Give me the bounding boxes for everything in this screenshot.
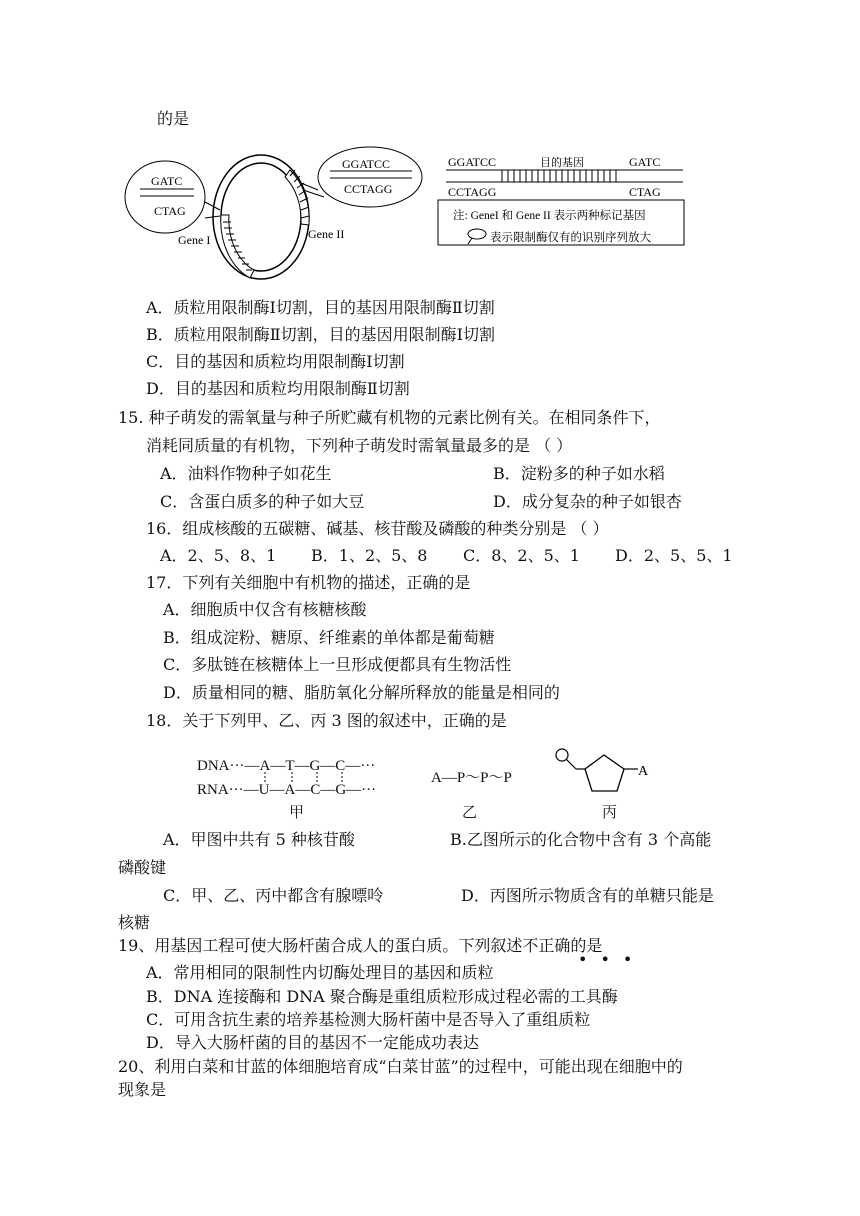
- q18-option-b: B.乙图所示的化合物中含有 3 个高能: [450, 830, 712, 849]
- q18-pairing-lines: [250, 772, 370, 784]
- gene2-label: Gene II: [308, 227, 345, 241]
- right-recognition-bubble: [318, 147, 422, 207]
- plasmid-figure: [120, 140, 820, 300]
- q15-option-a: A．油料作物种子如花生: [160, 464, 332, 483]
- q15-option-c: C．含蛋白质多的种子如大豆: [160, 492, 365, 511]
- q16-stem: 16．组成核酸的五碳糖、碱基、核苷酸及磷酸的种类分别是 （ ）: [146, 519, 609, 538]
- strand-left-top-seq: GGATCC: [448, 155, 497, 169]
- q19-option-d: D．导入大肠杆菌的目的基因不一定能成功表达: [146, 1033, 479, 1052]
- bubble-symbol-icon: [468, 229, 486, 239]
- legend-note-line1: 注: GeneI 和 Gene II 表示两种标记基因: [453, 210, 646, 222]
- q17-option-a: A．细胞质中仅含有核糖核酸: [163, 600, 367, 619]
- q14-option-b: B．质粒用限制酶Ⅱ切割，目的基因用限制酶Ⅰ切割: [146, 325, 495, 344]
- q15-option-d: D．成分复杂的种子如银杏: [493, 492, 682, 511]
- q18-nucleotide-ring: [552, 745, 662, 805]
- gene1-label: Gene I: [178, 233, 211, 247]
- q15-option-b: B．淀粉多的种子如水稻: [493, 464, 665, 483]
- right-bubble-bottom-seq: CCTAGG: [344, 182, 393, 196]
- q18-atp-formula: A—P～P～P: [431, 770, 512, 786]
- q18-dna-strand: DNA···—A—T—G—C—···: [197, 758, 376, 774]
- left-bubble-bottom-seq: CTAG: [154, 204, 186, 218]
- question-intro-text: 的是: [157, 109, 190, 128]
- strand-left-bottom-seq: CCTAGG: [448, 185, 497, 199]
- q19-option-b: B．DNA 连接酶和 DNA 聚合酶是重组质粒形成过程必需的工具酶: [146, 987, 618, 1006]
- q20-stem-line2: 现象是: [118, 1080, 167, 1099]
- q18-option-c: C．甲、乙、丙中都含有腺嘌呤: [163, 886, 384, 905]
- q15-stem-line1: 15. 种子萌发的需氧量与种子所贮藏有机物的元素比例有关。在相同条件下，: [118, 408, 661, 427]
- target-gene-label: 目的基因: [540, 157, 584, 169]
- q16-option-b: B．1、2、5、8: [311, 546, 428, 565]
- q18-rna-strand: RNA···—U—A—C—G—···: [197, 782, 377, 798]
- q18-option-d-continued: 核糖: [118, 913, 151, 932]
- q19-option-a: A．常用相同的限制性内切酶处理目的基因和质粒: [146, 963, 494, 982]
- q18-figure-yi-label: 乙: [462, 803, 478, 821]
- q14-option-d: D．目的基因和质粒均用限制酶Ⅱ切割: [146, 379, 410, 398]
- q17-stem: 17．下列有关细胞中有机物的描述，正确的是: [146, 573, 471, 592]
- q18-option-b-continued: 磷酸键: [118, 858, 167, 877]
- q17-option-b: B．组成淀粉、糖原、纤维素的单体都是葡萄糖: [163, 628, 495, 647]
- q18-option-d: D．丙图所示物质含有的单糖只能是: [461, 886, 714, 905]
- q17-option-d: D．质量相同的糖、脂肪氧化分解所释放的能量是相同的: [163, 683, 560, 702]
- q16-option-c: C．8、2、5、1: [463, 546, 580, 565]
- q15-stem-line2: 消耗同质量的有机物，下列种子萌发时需氧量最多的是 （ ）: [146, 436, 573, 455]
- q19-stem: 19、用基因工程可使大肠杆菌合成人的蛋白质。下列叙述不正确的是: [118, 936, 603, 955]
- q19-option-c: C．可用含抗生素的培养基检测大肠杆菌中是否导入了重组质粒: [146, 1010, 591, 1029]
- q14-option-a: A．质粒用限制酶Ⅰ切割，目的基因用限制酶Ⅱ切割: [146, 298, 495, 317]
- left-recognition-bubble: [125, 161, 205, 233]
- strand-right-bottom-seq: CTAG: [629, 185, 661, 199]
- q17-option-c: C．多肽链在核糖体上一旦形成便都具有生物活性: [163, 655, 512, 674]
- q18-figure-jia-label: 甲: [289, 803, 305, 821]
- left-bubble-top-seq: GATC: [151, 174, 183, 188]
- q16-option-a: A．2、5、8、1: [160, 546, 277, 565]
- emphasis-dots: •••: [578, 950, 646, 969]
- strand-right-top-seq: GATC: [629, 155, 661, 169]
- q18-option-a: A．甲图中共有 5 种核苷酸: [163, 830, 355, 849]
- q18-base-a-label: A: [638, 764, 649, 779]
- legend-note-line2: 表示限制酶仅有的识别序列放大: [490, 232, 651, 244]
- q20-stem-line1: 20、利用白菜和甘蓝的体细胞培育成“白菜甘蓝”的过程中，可能出现在细胞中的: [118, 1057, 683, 1076]
- q14-option-c: C．目的基因和质粒均用限制酶Ⅰ切割: [146, 352, 405, 371]
- q18-figure-bing-label: 丙: [602, 803, 618, 821]
- q18-stem: 18．关于下列甲、乙、丙 3 图的叙述中，正确的是: [146, 711, 507, 730]
- right-bubble-top-seq: GGATCC: [342, 157, 391, 171]
- q16-option-d: D．2、5、5、1: [615, 546, 733, 565]
